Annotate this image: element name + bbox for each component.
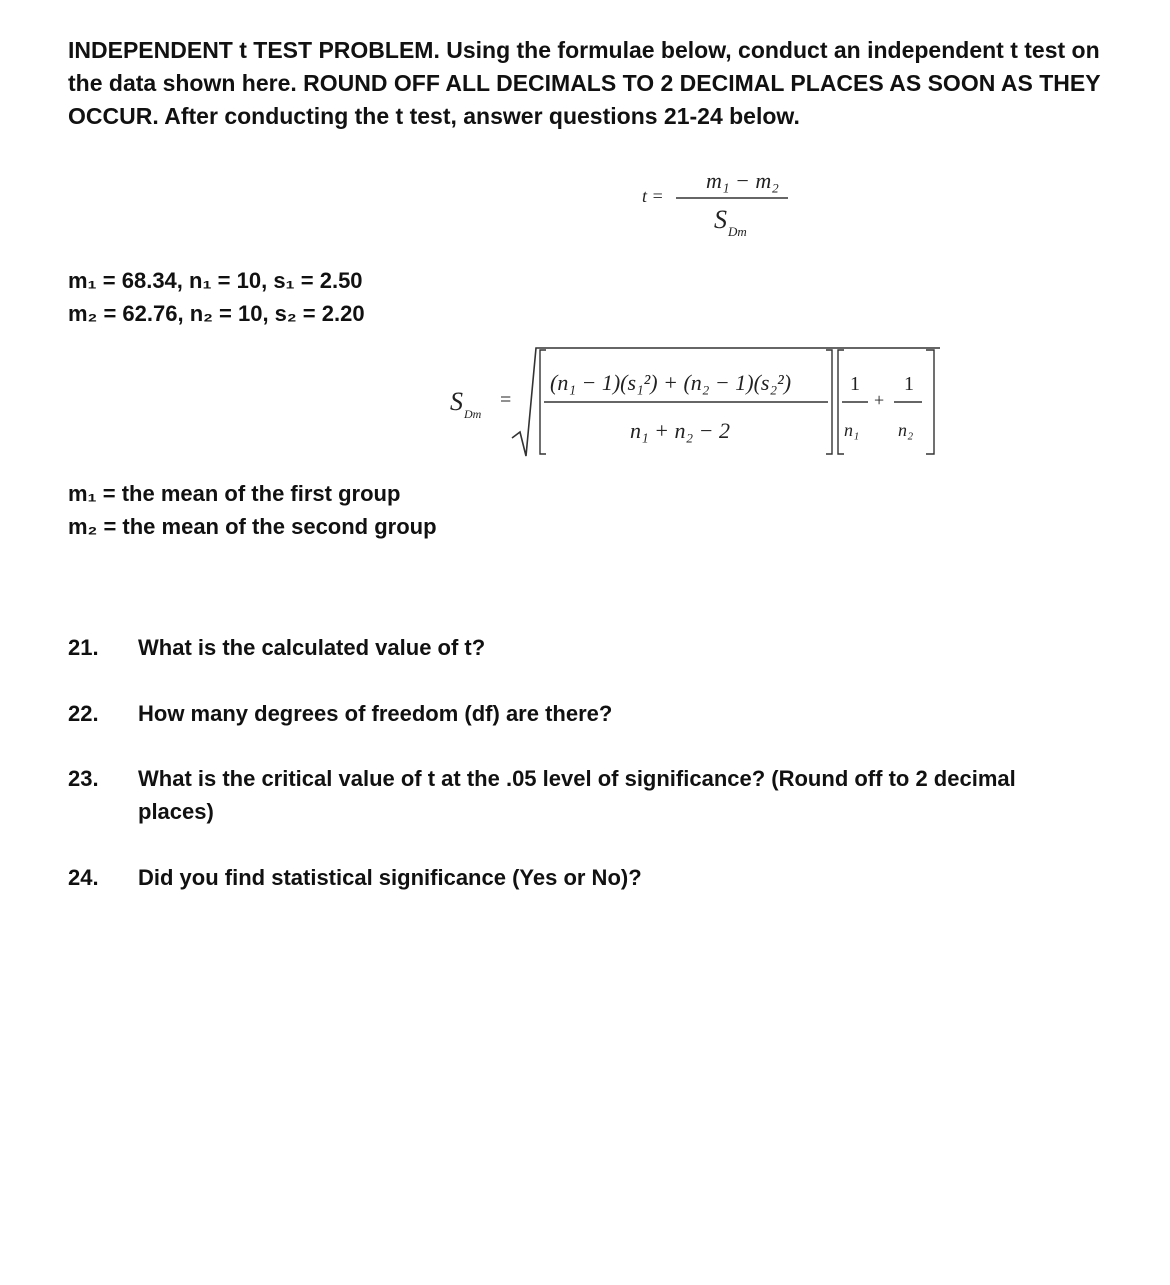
t-formula [630,160,800,240]
given-group-2: m₂ = 62.76, n₂ = 10, s₂ = 2.20 [68,301,365,326]
question-23-text: What is the critical value of t at the .05 level of significance? (Round off to 2 decimal places) [138,766,1016,824]
question-23-number: 23. [68,766,99,791]
t-formula-denominator: S [714,205,727,234]
right-bracket-close [926,350,934,454]
t-formula-numerator: m₁ − m₂ [706,168,779,193]
sdm-formula-denominator: n₁ + n₂ − 2 [630,418,730,443]
sdm-plus: + [874,390,885,410]
sdm-one-b: 1 [904,373,914,395]
given-group-1: m₁ = 68.34, n₁ = 10, s₁ = 2.50 [68,268,363,293]
sdm-n1: n₁ [844,420,860,440]
question-24-text: Did you find statistical significance (Yes or No)? [138,865,642,890]
question-22-number: 22. [68,701,99,726]
sdm-formula-lhs: S [450,387,463,416]
t-formula-denominator-sub: Dm [728,224,747,239]
sdm-one-a: 1 [850,373,860,395]
question-22-text: How many degrees of freedom (df) are there? [138,701,613,726]
definition-m2: m₂ = the mean of the second group [68,514,437,539]
sdm-formula-lhs-sub: Dm [464,407,482,421]
question-21-number: 21. [68,635,99,660]
t-formula-lhs: t = [642,186,664,206]
sdm-formula-equals: = [500,389,512,411]
sdm-n2: n₂ [898,420,914,440]
question-21-text: What is the calculated value of t? [138,635,486,660]
problem-instructions: INDEPENDENT t TEST PROBLEM. Using the formulae below, conduct an independent t test on the data shown here. ROUND OFF ALL DECIMALS TO 2 DECIMAL PLACES AS SOON AS THEY OCCUR. After conducting the t test, answer questions 21-24 below. [68,37,1101,129]
sdm-formula [440,340,960,460]
definition-m1: m₁ = the mean of the first group [68,481,401,506]
sdm-formula-numerator: (n₁ − 1)(s₁²) + (n₂ − 1)(s₂²) [550,370,792,395]
question-24-number: 24. [68,865,99,890]
